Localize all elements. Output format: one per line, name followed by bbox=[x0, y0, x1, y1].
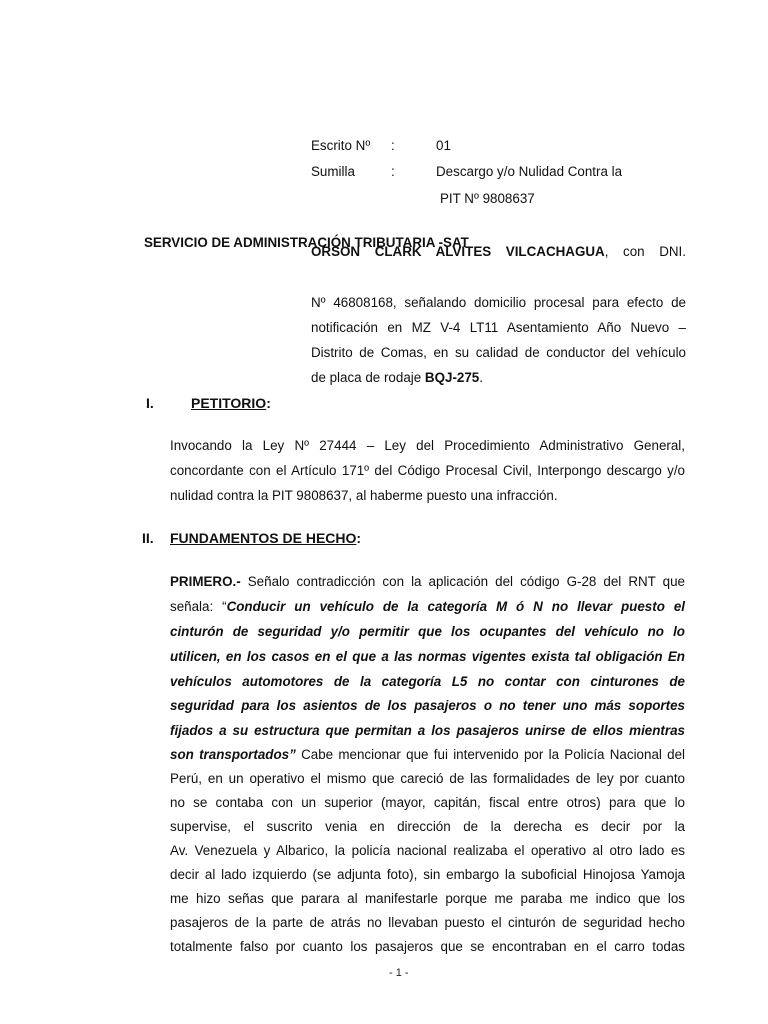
petitorio-line-2: concordante con el Artículo 171º del Código Procesal Civil, Interpongo descargo y/o bbox=[170, 463, 685, 478]
fundamentos-line: decir al lado izquierdo (se adjunta foto), sin embargo la suboficial Hinojosa Yamoja bbox=[170, 867, 685, 882]
escrito-row bbox=[311, 134, 671, 158]
fundamentos-line: Perú, en un operativo el mismo que careció de las formalidades de ley por cuanto bbox=[170, 771, 685, 786]
intro-line-3: notificación en MZ V-4 LT11 Asentamiento Año Nuevo – bbox=[311, 320, 686, 335]
escrito-value: 01 bbox=[436, 138, 451, 153]
fundamentos-line: no se contaba con un superior (mayor, capitán, fiscal entre otros) para que lo bbox=[170, 795, 685, 810]
intro-line-2: Nº 46808168, señalando domicilio procesal para efecto de bbox=[311, 295, 686, 310]
intro-line-5: de placa de rodaje BQJ-275. bbox=[311, 370, 483, 385]
fundamentos-line-1: PRIMERO.- Señalo contradicción con la aplicación del código G-28 del RNT que bbox=[170, 574, 685, 589]
sumilla-continuation-row bbox=[311, 187, 671, 211]
party-name: ORSON CLARK ALVITES VILCACHAGUA bbox=[311, 244, 605, 259]
escrito-label: Escrito Nº bbox=[311, 138, 371, 153]
sumilla-label: Sumilla bbox=[311, 164, 355, 179]
addressee: SERVICIO DE ADMINISTRACIÓN TRIBUTARIA -SAT bbox=[144, 235, 469, 250]
escrito-separator: : bbox=[391, 138, 395, 153]
petitorio-line-3: nulidad contra la PIT 9808637, al haberme puesto una infracción. bbox=[170, 488, 558, 503]
sumilla-value: Descargo y/o Nulidad Contra la bbox=[436, 164, 623, 179]
quoted-rule-line: cinturón de seguridad y/o permitir que los ocupantes del vehículo no lo bbox=[170, 624, 685, 639]
fundamentos-line: totalmente falso por cuanto los pasajeros que se encontraban en el carro todas bbox=[170, 939, 685, 954]
fundamentos-line: supervise, el suscrito venia en dirección de la derecha es decir por la bbox=[170, 819, 685, 834]
sumilla-row bbox=[311, 160, 671, 184]
sumilla-value-continued: PIT Nº 9808637 bbox=[440, 191, 535, 206]
fundamentos-line-2: señala: “Conducir un vehículo de la categoría M ó N no llevar puesto el bbox=[170, 599, 686, 614]
primero-label: PRIMERO.- bbox=[170, 574, 241, 589]
quoted-rule-line: vehículos automotores de la categoría L5 no contar con cinturones de bbox=[170, 674, 685, 689]
section-1-title: PETITORIO: bbox=[191, 395, 271, 411]
page-number: - 1 - bbox=[389, 967, 409, 979]
section-2-title: FUNDAMENTOS DE HECHO: bbox=[170, 530, 362, 546]
quoted-rule-line: fijados a su estructura que permitan a los pasajeros unirse de ellos mientras bbox=[170, 723, 685, 738]
fundamentos-line: pasajeros de la parte de atrás no llevaban puesto el cinturón de seguridad hecho bbox=[170, 915, 685, 930]
fundamentos-line-8: son transportados” Cabe mencionar que fui intervenido por la Policía Nacional del bbox=[170, 747, 686, 762]
section-1-numeral: I. bbox=[146, 395, 154, 411]
quoted-rule-line: seguridad para los asientos de los pasajeros o no tener uno más soportes bbox=[170, 698, 685, 713]
fundamentos-line: me hizo señas que parara al manifestarle porque me paraba me indico que los bbox=[170, 891, 685, 906]
fundamentos-line: Av. Venezuela y Albarico, la policía nacional realizaba el operativo al otro lado es bbox=[170, 843, 685, 858]
sumilla-separator: : bbox=[391, 164, 395, 179]
section-2-numeral: II. bbox=[142, 530, 154, 546]
intro-line-1: ORSON CLARK ALVITES VILCACHAGUA, con DNI. bbox=[311, 244, 686, 259]
intro-line-4: Distrito de Comas, en su calidad de conductor del vehículo bbox=[311, 345, 686, 360]
vehicle-plate: BQJ-275 bbox=[424, 370, 480, 385]
petitorio-line-1: Invocando la Ley Nº 27444 – Ley del Procedimiento Administrativo General, bbox=[170, 438, 685, 453]
quoted-rule-line: utilicen, en los casos en el que a las normas vigentes exista tal obligación En bbox=[170, 649, 685, 664]
